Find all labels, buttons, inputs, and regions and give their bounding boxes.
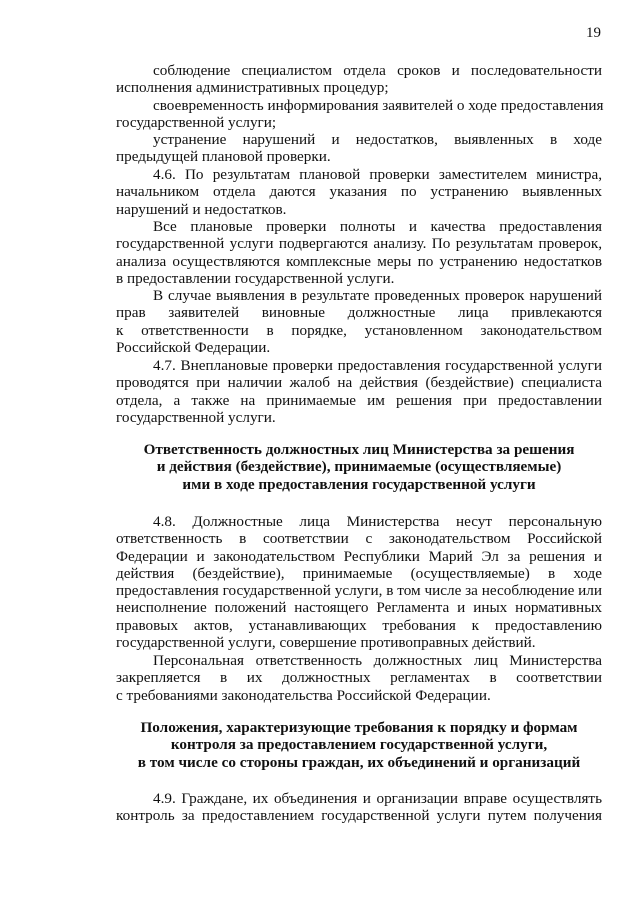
paragraph bbox=[116, 62, 602, 97]
heading-line: контроля за предоставлением государственной услуги, bbox=[170, 736, 548, 754]
paragraph bbox=[116, 790, 602, 825]
text-line: предыдущей плановой проверки. bbox=[116, 148, 331, 166]
text-line: В случае выявления в результате проведенных проверок нарушений bbox=[153, 287, 602, 304]
text-line: в предоставлении государственной услуги. bbox=[116, 269, 395, 287]
text-line: отдела, а также на принимаемые им решения при предоставлении bbox=[116, 391, 602, 409]
text-line: предоставления государственной услуги, в том числе за несоблюдение или bbox=[116, 582, 602, 600]
text-line: государственной услуги подвергаются анализу. По результатам проверок, bbox=[116, 235, 602, 253]
text-line: устранение нарушений и недостатков, выявленных в ходе bbox=[153, 131, 602, 148]
paragraph bbox=[116, 357, 602, 426]
heading-line: Ответственность должностных лиц Министерства за решения bbox=[143, 441, 575, 458]
text-line: неисполнение положений настоящего Регламента и иных нормативных bbox=[116, 599, 602, 617]
text-line: государственной услуги. bbox=[116, 408, 276, 426]
text-line: 4.7. Внеплановые проверки предоставления государственной услуги bbox=[153, 357, 602, 374]
heading-line: в том числе со стороны граждан, их объединений и организаций bbox=[137, 753, 581, 771]
text-line: проводятся при наличии жалоб на действия (бездействие) специалиста bbox=[116, 374, 602, 392]
text-line: начальником отдела даются указания по устранению выявленных bbox=[116, 183, 602, 201]
text-line: своевременность информирования заявителей о ходе предоставления bbox=[153, 97, 604, 114]
text-line: 4.9. Граждане, их объединения и организации вправе осуществлять bbox=[153, 790, 602, 807]
paragraph bbox=[116, 97, 602, 132]
paragraph bbox=[116, 166, 602, 218]
text-line: исполнения административных процедур; bbox=[116, 79, 389, 97]
text-line: с требованиями законодательства Российской Федерации. bbox=[116, 686, 491, 704]
text-line: контроль за предоставлением государственной услуги путем получения bbox=[116, 807, 602, 825]
text-line: 4.8. Должностные лица Министерства несут персональную bbox=[153, 513, 602, 530]
paragraph bbox=[116, 287, 602, 356]
text-line: Персональная ответственность должностных лиц Министерства bbox=[153, 652, 602, 669]
text-line: к ответственности в порядке, установленном законодательством bbox=[116, 321, 602, 339]
text-line: действия (бездействие), принимаемые (осуществляемые) в ходе bbox=[116, 564, 602, 582]
heading-line: ими в ходе предоставления государственной услуги bbox=[182, 475, 536, 493]
text-line: соблюдение специалистом отдела сроков и последовательности bbox=[153, 62, 602, 79]
text-line: Федерации и законодательством Республики Марий Эл за решения и bbox=[116, 547, 602, 565]
text-line: нарушений и недостатков. bbox=[116, 200, 287, 218]
text-line: ответственность в соответствии с законодательством Российской bbox=[116, 530, 602, 548]
text-line: государственной услуги; bbox=[116, 114, 277, 132]
paragraph bbox=[116, 218, 602, 287]
paragraph bbox=[116, 131, 602, 166]
page-number: 19 bbox=[586, 25, 601, 41]
heading-line: Положения, характеризующие требования к порядку и формам bbox=[140, 719, 578, 736]
paragraph bbox=[116, 513, 602, 651]
text-line: анализа осуществляются комплексные меры по устранению недостатков bbox=[116, 252, 602, 270]
text-line: Российской Федерации. bbox=[116, 338, 271, 356]
text-line: правовых актов, устанавливающих требования к предоставлению bbox=[116, 616, 602, 634]
text-line: закрепляется в их должностных регламентах в соответствии bbox=[116, 669, 602, 687]
section-heading bbox=[116, 719, 602, 771]
text-line: государственной услуги, совершение противоправных действий. bbox=[116, 634, 536, 652]
heading-line: и действия (бездействие), принимаемые (осуществляемые) bbox=[156, 458, 562, 476]
paragraph bbox=[116, 652, 602, 704]
text-line: Все плановые проверки полноты и качества предоставления bbox=[153, 218, 602, 235]
text-line: прав заявителей виновные должностные лица привлекаются bbox=[116, 304, 602, 322]
section-heading bbox=[116, 441, 602, 493]
text-line: 4.6. По результатам плановой проверки заместителем министра, bbox=[153, 166, 602, 183]
